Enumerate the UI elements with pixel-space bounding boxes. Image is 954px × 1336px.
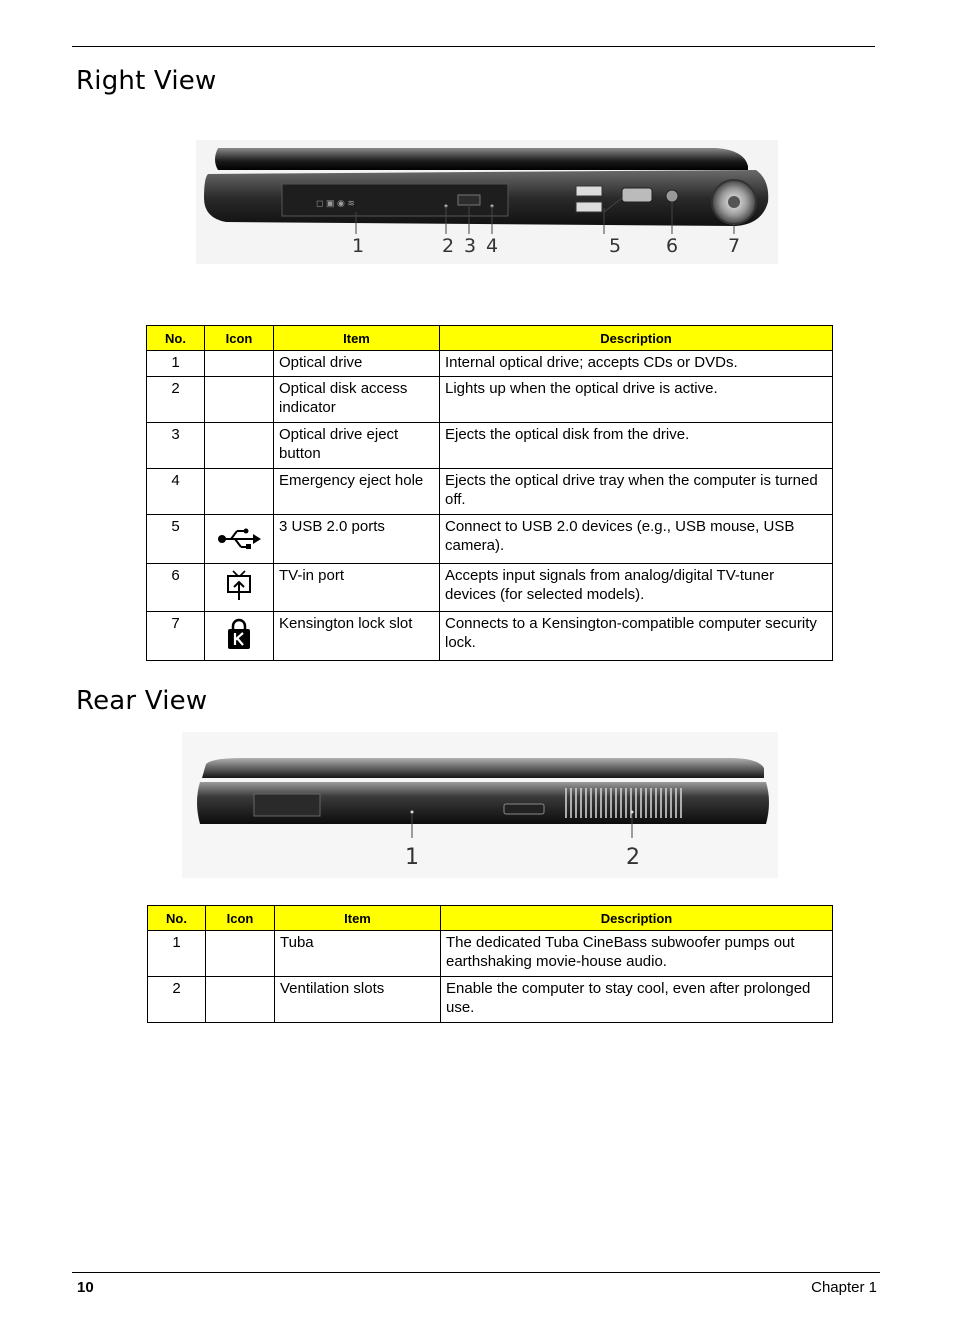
section-title-right-view: Right View xyxy=(76,66,217,96)
row-number: 6 xyxy=(147,564,205,612)
row-description: Connect to USB 2.0 devices (e.g., USB mouse, USB camera). xyxy=(440,515,833,564)
row-item: Kensington lock slot xyxy=(274,612,440,661)
row-number: 2 xyxy=(147,377,205,423)
page-number: 10 xyxy=(77,1279,94,1296)
table-row xyxy=(147,469,833,515)
tv-in-icon xyxy=(226,570,252,602)
row-description: Connects to a Kensington-compatible computer security lock. xyxy=(440,612,833,661)
row-number: 2 xyxy=(148,977,206,1023)
row-number: 3 xyxy=(147,423,205,469)
table-row xyxy=(147,515,833,564)
usb-icon xyxy=(217,527,261,551)
row-description: The dedicated Tuba CineBass subwoofer pumps out earthshaking movie-house audio. xyxy=(441,931,833,977)
callout-1: 1 xyxy=(405,845,419,870)
header-no: No. xyxy=(147,326,205,351)
row-item: Emergency eject hole xyxy=(274,469,440,515)
rear-view-table xyxy=(147,905,833,1023)
callout-2: 2 xyxy=(626,845,640,870)
row-item: Optical drive eject button xyxy=(274,423,440,469)
table-row xyxy=(147,564,833,612)
table-row xyxy=(147,377,833,423)
row-item: Tuba xyxy=(275,931,441,977)
right-view-table xyxy=(146,325,833,661)
row-icon-empty xyxy=(205,377,274,423)
header-description: Description xyxy=(441,906,833,931)
header-rule xyxy=(72,46,875,47)
footer-rule xyxy=(72,1272,880,1273)
row-number: 4 xyxy=(147,469,205,515)
row-item: Ventilation slots xyxy=(275,977,441,1023)
callout-5: 5 xyxy=(608,235,622,257)
header-icon: Icon xyxy=(206,906,275,931)
row-icon-cell xyxy=(205,612,274,661)
row-description: Internal optical drive; accepts CDs or DVDs. xyxy=(440,351,833,377)
row-icon-empty xyxy=(206,977,275,1023)
table-row xyxy=(147,423,833,469)
chapter-label: Chapter 1 xyxy=(811,1279,877,1296)
row-icon-cell xyxy=(205,515,274,564)
row-icon-cell xyxy=(205,564,274,612)
table-row xyxy=(148,977,833,1023)
row-number: 7 xyxy=(147,612,205,661)
header-item: Item xyxy=(275,906,441,931)
row-item: TV-in port xyxy=(274,564,440,612)
row-description: Enable the computer to stay cool, even after prolonged use. xyxy=(441,977,833,1023)
callout-7: 7 xyxy=(727,235,741,257)
table-row xyxy=(148,931,833,977)
row-description: Ejects the optical disk from the drive. xyxy=(440,423,833,469)
row-item: Optical disk access indicator xyxy=(274,377,440,423)
callout-1: 1 xyxy=(351,235,365,257)
table-header-row xyxy=(147,326,833,351)
row-item: Optical drive xyxy=(274,351,440,377)
row-number: 5 xyxy=(147,515,205,564)
section-title-rear-view: Rear View xyxy=(76,686,208,716)
row-number: 1 xyxy=(147,351,205,377)
table-header-row xyxy=(148,906,833,931)
header-description: Description xyxy=(440,326,833,351)
callout-2: 2 xyxy=(441,235,455,257)
row-icon-empty xyxy=(205,351,274,377)
header-item: Item xyxy=(274,326,440,351)
header-icon: Icon xyxy=(205,326,274,351)
callout-3: 3 xyxy=(463,235,477,257)
header-no: No. xyxy=(148,906,206,931)
row-icon-empty xyxy=(206,931,275,977)
row-description: Accepts input signals from analog/digital TV-tuner devices (for selected models). xyxy=(440,564,833,612)
table-row xyxy=(147,612,833,661)
table-row xyxy=(147,351,833,377)
row-item: 3 USB 2.0 ports xyxy=(274,515,440,564)
row-description: Ejects the optical drive tray when the computer is turned off. xyxy=(440,469,833,515)
row-icon-empty xyxy=(205,423,274,469)
callout-6: 6 xyxy=(665,235,679,257)
row-description: Lights up when the optical drive is active. xyxy=(440,377,833,423)
laptop-rear-image xyxy=(182,732,778,878)
svg-text:◻ ▣ ◉ ≋: ◻ ▣ ◉ ≋ xyxy=(316,198,355,208)
callout-4: 4 xyxy=(485,235,499,257)
row-icon-empty xyxy=(205,469,274,515)
row-number: 1 xyxy=(148,931,206,977)
laptop-right-side-image xyxy=(196,140,778,264)
kensington-lock-icon xyxy=(227,618,251,650)
